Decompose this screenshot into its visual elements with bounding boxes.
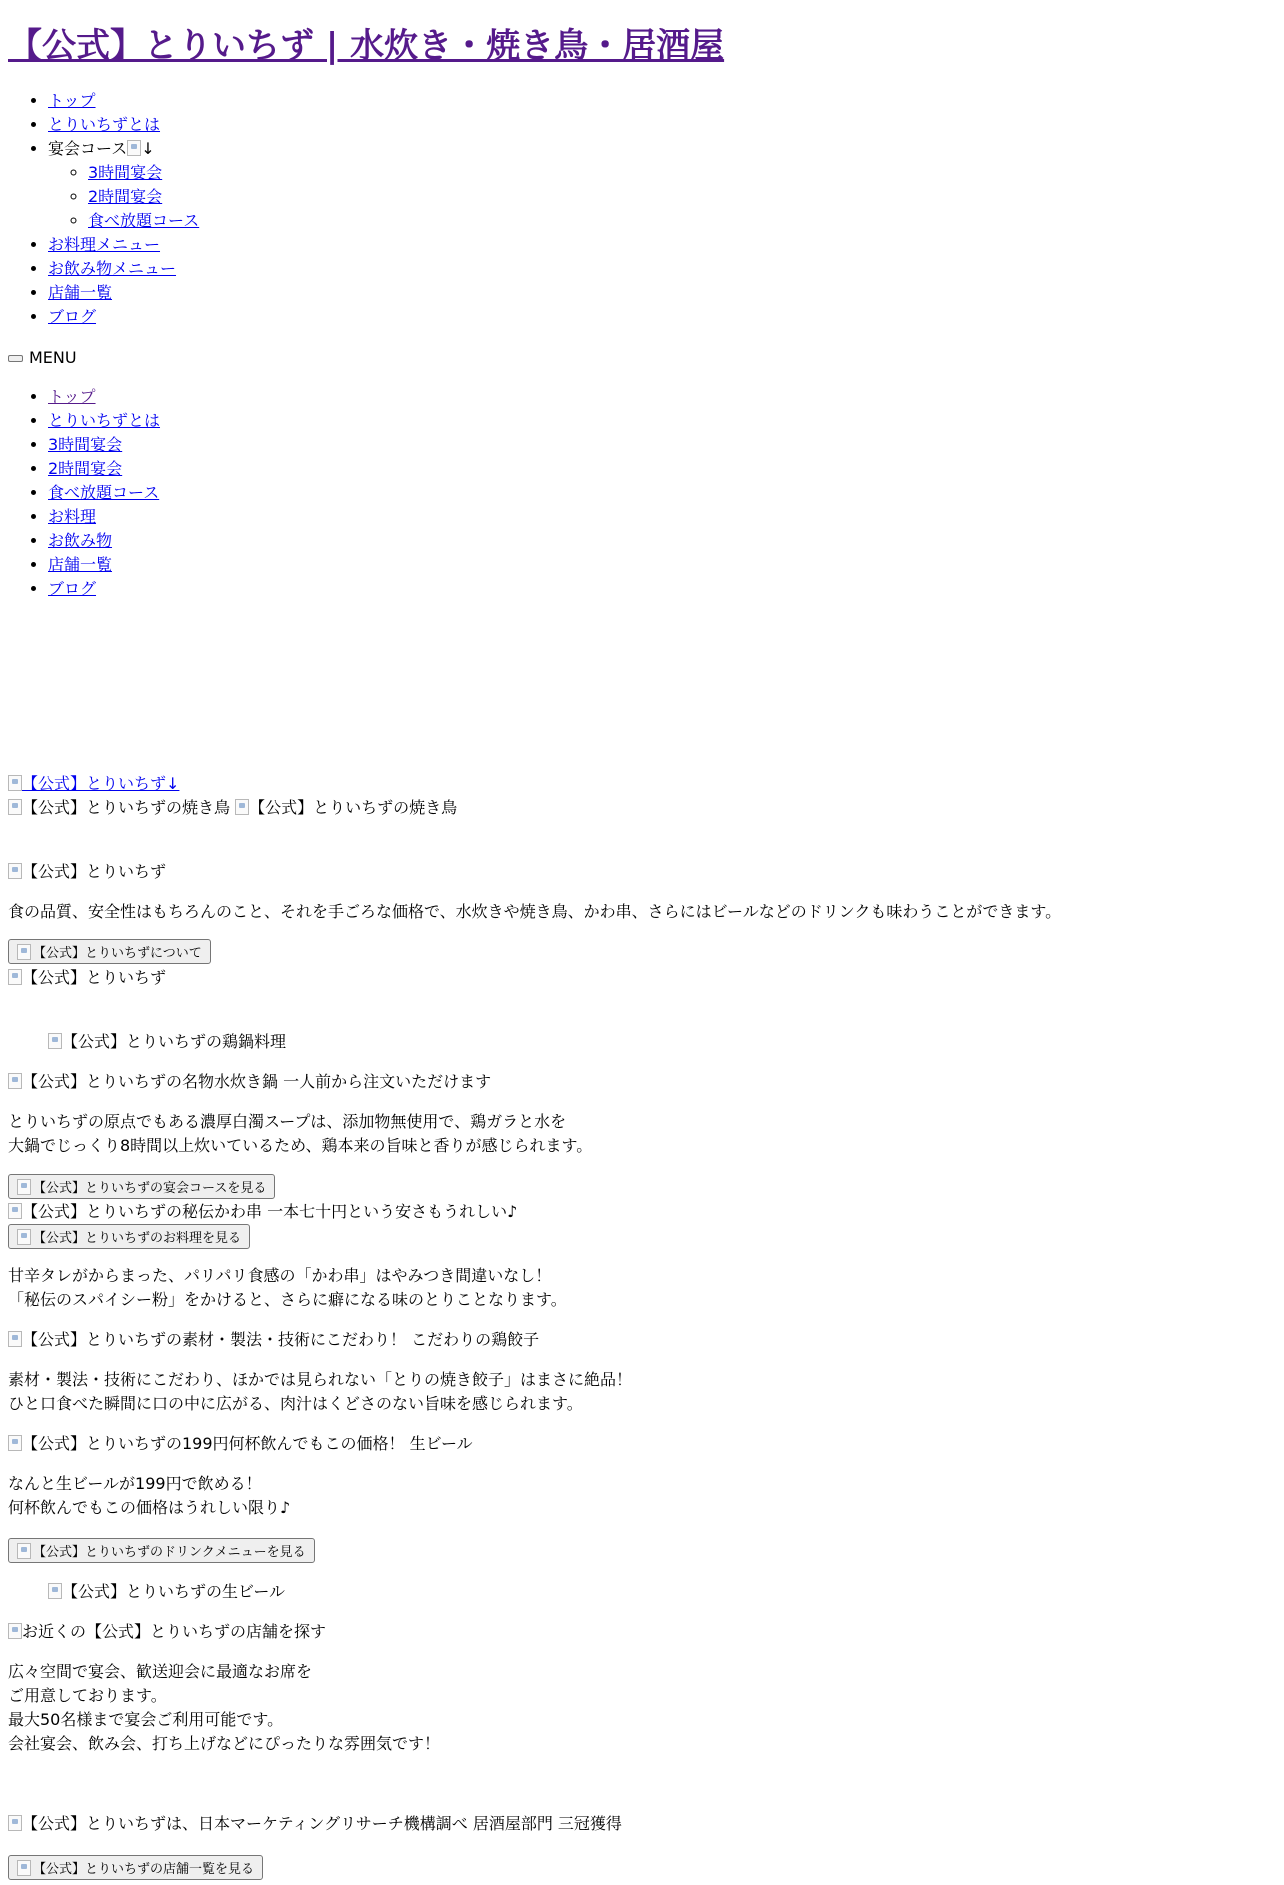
- hero-image-2-alt: 【公式】とりいちずの焼き鳥: [249, 798, 458, 817]
- gyoza-text-line: 素材・製法・技術にこだわり、ほかでは見られない「とりの焼き餃子」はまさに絶品！: [8, 1370, 633, 1389]
- arrow-down-icon: ↓: [141, 139, 155, 158]
- shops-text-line: 最大50名様まで宴会ご利用可能です。: [8, 1710, 284, 1729]
- broken-image-icon: [8, 1203, 22, 1219]
- mobile-nav-item: [48, 409, 160, 433]
- broken-image-icon: [8, 1073, 22, 1089]
- broken-image-icon: [127, 140, 141, 156]
- mobile-nav-link-food[interactable]: お料理: [48, 507, 97, 526]
- kawa-heading: 【公式】とりいちずの秘伝かわ串 一本七十円という安さもうれしい♪: [8, 1200, 517, 1224]
- drink-menu-button[interactable]: 【公式】とりいちずのドリンクメニューを見る: [8, 1538, 315, 1563]
- nav-link-about[interactable]: とりいちずとは: [48, 115, 161, 134]
- mobile-nav: [0, 385, 160, 601]
- mobile-nav-link-shops[interactable]: 店舗一覧: [48, 555, 113, 574]
- nav-link-blog[interactable]: ブログ: [48, 307, 97, 326]
- mobile-nav-item: [48, 529, 160, 553]
- site-title: [8, 26, 724, 66]
- nav-item-about: [48, 113, 199, 137]
- menu-toggle-button[interactable]: [8, 355, 23, 362]
- mobile-nav-item: [48, 457, 160, 481]
- hero-image-1-alt: 【公式】とりいちずの焼き鳥: [22, 798, 231, 817]
- shops-text: [8, 1660, 440, 1756]
- broken-image-icon: [17, 1229, 31, 1245]
- mobile-nav-item: [48, 433, 160, 457]
- food-menu-button[interactable]: 【公式】とりいちずのお料理を見る: [8, 1224, 250, 1249]
- nabe-text: [8, 1110, 592, 1158]
- kawa-text: [8, 1264, 567, 1312]
- broken-image-icon: [17, 1179, 31, 1195]
- mobile-nav-link-3h[interactable]: 3時間宴会: [48, 435, 123, 454]
- beer-heading: 【公式】とりいちずの199円何杯飲んでもこの価格！ 生ビール: [8, 1432, 473, 1456]
- menu-toggle-label: MENU: [29, 348, 77, 367]
- beer-image: 【公式】とりいちずの生ビール: [48, 1580, 285, 1604]
- mobile-nav-link-buffet[interactable]: 食べ放題コース: [48, 483, 160, 502]
- menu-toggle[interactable]: [8, 346, 77, 370]
- about-button[interactable]: 【公式】とりいちずについて: [8, 939, 211, 964]
- hero-logo-link-wrap: [8, 772, 179, 796]
- nabe-image: 【公式】とりいちずの鶏鍋料理: [48, 1030, 286, 1054]
- mobile-nav-link-drinks[interactable]: お飲み物: [48, 531, 113, 550]
- broken-image-icon: [235, 799, 249, 815]
- hero-logo-link[interactable]: 【公式】とりいちず↓: [8, 774, 179, 793]
- submenu-item-3h: [88, 161, 199, 185]
- broken-image-icon: [8, 863, 22, 879]
- nav-item-banquet: [48, 137, 199, 233]
- mobile-nav-link-2h[interactable]: 2時間宴会: [48, 459, 123, 478]
- shops-heading: お近くの【公式】とりいちずの店舗を探す: [8, 1620, 326, 1644]
- mobile-nav-item: [48, 577, 160, 601]
- shops-text-line: 広々空間で宴会、歓送迎会に最適なお席を: [8, 1662, 313, 1681]
- mobile-nav-item: [48, 481, 160, 505]
- banquet-submenu: [48, 161, 199, 233]
- site-title-link[interactable]: 【公式】とりいちず | 水炊き・焼き鳥・居酒屋: [8, 26, 725, 66]
- gyoza-text-line: ひと口食べた瞬間に口の中に広がる、肉汁はくどさのない旨味を感じられます。: [8, 1394, 583, 1413]
- nav-link-drinks[interactable]: お飲み物メニュー: [48, 259, 177, 278]
- nabe-text-line: とりいちずの原点でもある濃厚白濁スープは、添加物無使用で、鶏ガラと水を: [8, 1112, 567, 1131]
- broken-image-icon: [17, 944, 31, 960]
- mobile-nav-link-about[interactable]: とりいちずとは: [48, 411, 161, 430]
- global-nav: [0, 89, 199, 329]
- kawa-text-line: 「秘伝のスパイシー粉」をかけると、さらに癖になる味のとりことなります。: [8, 1290, 567, 1309]
- broken-image-icon: [8, 1331, 22, 1347]
- broken-image-icon: [8, 1435, 22, 1451]
- kawa-text-line: 甘辛タレがからまった、パリパリ食感の「かわ串」はやみつき間違いなし！: [8, 1266, 552, 1285]
- shop-list-button[interactable]: 【公式】とりいちずの店舗一覧を見る: [8, 1855, 263, 1880]
- broken-image-icon: [17, 1543, 31, 1559]
- mobile-nav-link-top[interactable]: トップ: [48, 387, 96, 406]
- hero-images: [8, 796, 457, 820]
- broken-image-icon: [8, 775, 22, 791]
- nav-label-banquet[interactable]: 宴会コース: [48, 139, 128, 158]
- broken-image-icon: [8, 799, 22, 815]
- beer-text-line: なんと生ビールが199円で飲める！: [8, 1474, 262, 1493]
- mobile-nav-link-blog[interactable]: ブログ: [48, 579, 97, 598]
- mobile-nav-item: [48, 385, 160, 409]
- shops-text-line: ご用意しております。: [8, 1686, 167, 1705]
- about-heading: 【公式】とりいちず: [8, 860, 166, 884]
- shops-text-line: 会社宴会、飲み会、打ち上げなどにぴったりな雰囲気です！: [8, 1734, 441, 1753]
- broken-image-icon: [8, 1815, 22, 1831]
- banquet-course-button[interactable]: 【公式】とりいちずの宴会コースを見る: [8, 1174, 275, 1199]
- award-image: 【公式】とりいちずは、日本マーケティングリサーチ機構調べ 居酒屋部門 三冠獲得: [8, 1812, 622, 1836]
- nabe-text-line: 大鍋でじっくり8時間以上炊いているため、鶏本来の旨味と香りが感じられます。: [8, 1136, 593, 1155]
- about-text: 食の品質、安全性はもちろんのこと、それを手ごろな価格で、水炊きや焼き鳥、かわ串、さらにはビールなどのドリンクも味わうことができます。: [8, 902, 1062, 921]
- mobile-nav-item: [48, 553, 160, 577]
- beer-text-line: 何杯飲んでもこの価格はうれしい限り♪: [8, 1498, 291, 1517]
- nav-item-drinks: [48, 257, 199, 281]
- gyoza-heading: 【公式】とりいちずの素材・製法・技術にこだわり！ こだわりの鶏餃子: [8, 1328, 539, 1352]
- broken-image-icon: [8, 1623, 22, 1639]
- nav-item-shops: [48, 281, 199, 305]
- submenu-item-2h: [88, 185, 199, 209]
- nav-link-food[interactable]: お料理メニュー: [48, 235, 161, 254]
- nav-link-top[interactable]: トップ: [48, 91, 96, 110]
- nav-link-shops[interactable]: 店舗一覧: [48, 283, 113, 302]
- nav-item-top: [48, 89, 199, 113]
- broken-image-icon: [48, 1033, 62, 1049]
- gyoza-text: [8, 1368, 632, 1416]
- submenu-link-buffet[interactable]: 食べ放題コース: [88, 211, 200, 230]
- beer-text: [8, 1472, 290, 1520]
- mobile-nav-item: [48, 505, 160, 529]
- nav-item-blog: [48, 305, 199, 329]
- about-image: 【公式】とりいちず: [8, 966, 166, 990]
- broken-image-icon: [17, 1860, 31, 1876]
- submenu-link-3h[interactable]: 3時間宴会: [88, 163, 163, 182]
- nav-item-food: [48, 233, 199, 257]
- broken-image-icon: [48, 1583, 62, 1599]
- broken-image-icon: [8, 969, 22, 985]
- submenu-link-2h[interactable]: 2時間宴会: [88, 187, 163, 206]
- nabe-heading: 【公式】とりいちずの名物水炊き鍋 一人前から注文いただけます: [8, 1070, 491, 1094]
- submenu-item-buffet: [88, 209, 199, 233]
